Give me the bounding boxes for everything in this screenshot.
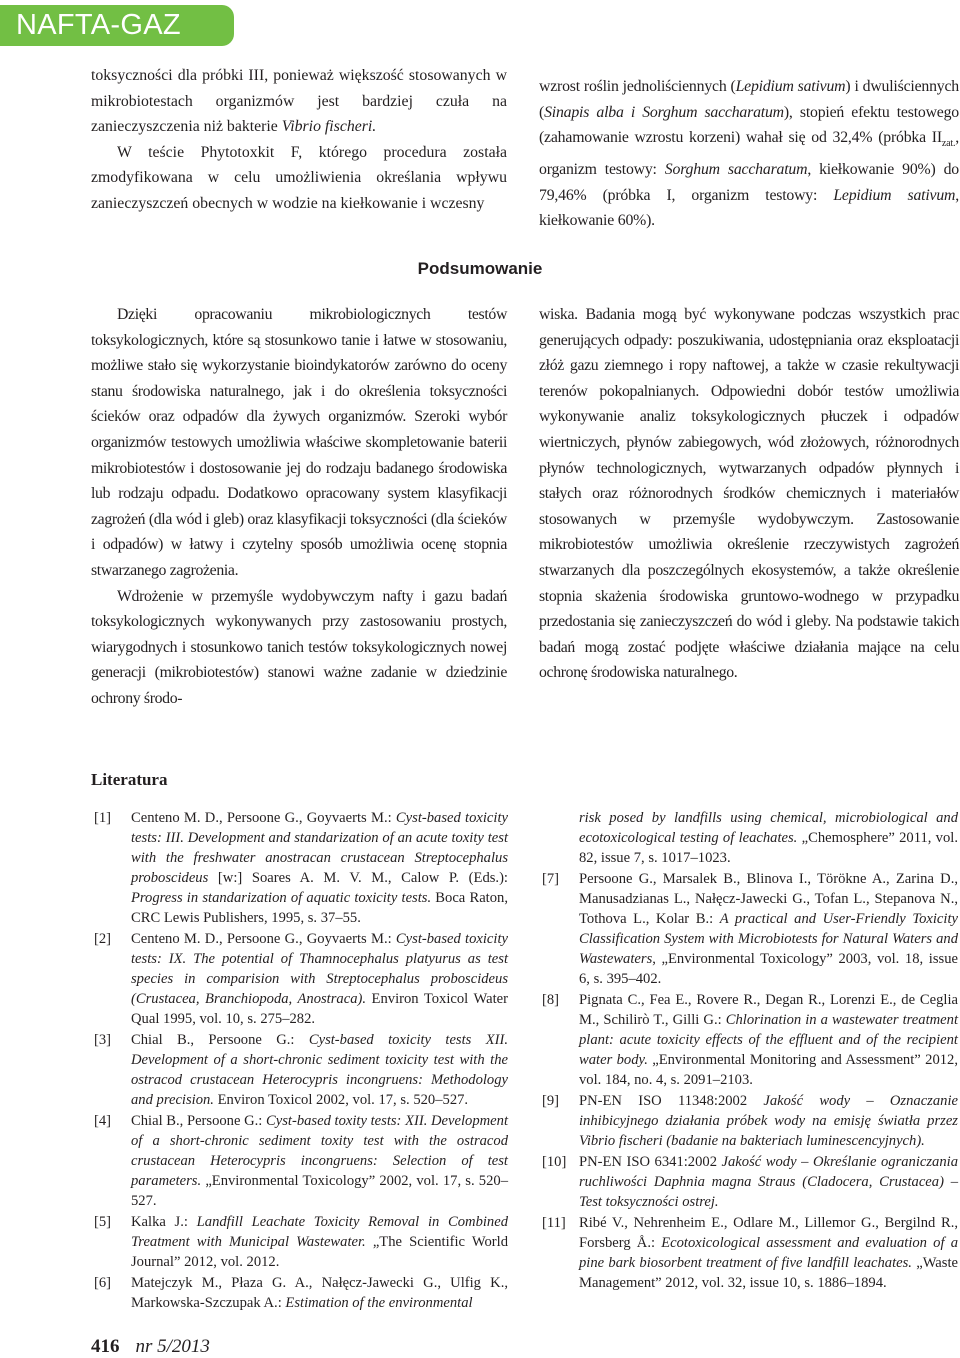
reference-item: [3] Chial B., Persoone G.: Cyst-based toxicity tests XII. Development of a short-chronic sediment toxicity test with the ostracod crustacean Heterocypris incongruens: Methodology and precision. Environ Toxicol 2002, vol. 17, s. 520–527.: [94, 1032, 508, 1108]
literature-heading: Literatura: [91, 770, 168, 789]
top-left-paragraph-1: toksyczności dla próbki III, ponieważ większość stosowanych w mikrobiotestach organizmów jest bardziej czuła na zanieczyszczenia niż bakterie Vibrio fischeri.: [91, 67, 507, 136]
reference-item: [2] Centeno M. D., Persoone G., Goyvaerts M.: Cyst-based toxicity tests: IX. The potential of Thamnocephalus platyurus as test species in comparision with Streptocephalus proboscideus (Crustacea, Branchiopoda, Anostraca). Environ Toxicol Water Qual 1995, vol. 10, s. 275–282.: [94, 931, 508, 1027]
reference-item: [7] Persoone G., Marsalek B., Blinova I., Törökne A., Zarina D., Manusadzianas L., Nałęcz-Jawecki G., Tofan L., Stepanova N., Tothova L., Kolar B.: A practical and User-Friendly Toxicity Classification System with Microbiotests for Natural Waters and Wastewaters, „Environmental Toxicology” 2003, vol. 18, issue 6, s. 395–402.: [542, 871, 958, 987]
summary-heading: Podsumowanie: [417, 259, 543, 278]
top-right-column: [539, 74, 959, 234]
reference-continuation: risk posed by landfills using chemical, microbiological and ecotoxicological testing of leachates. „Chemosphere” 2011, vol. 82, issue 7, s. 1017–1023.: [579, 810, 958, 866]
summary-paragraph-3: wiska. Badania mogą być wykonywane podczas wszystkich prac generujących odpady: poszukiwania, udostępniania oraz eksploatacji złóż gazu ziemnego i ropy naftowej, a także w czasie rekultywacji terenów pokopalnianych. Odpowiedni dobór testów umożliwia wykonywanie analiz toksykologicznych płuczek i odpadów wiertniczych, płynów zabiegowych, wód złożowych, różnorodnych płynów technologicznych, wytwarzanych odpadów płynnych i stałych oraz różnorodnych środków chemicznych i materiałów stosowanych w przemyśle wydobywczym. Zastosowanie mikrobiotestów umożliwia określenie rzeczywistych zagrożeń stwarzanych dla poszczególnych ekosystemów, a także określenie stopnia skażenia środowiska gruntowo-wodnego w przypadku przedostania się zanieczyszczeń do wód i gleby. Na podstawie takich badań mogą zostać podjęte właściwe działania mające na celu ochronę środowiska naturalnego.: [539, 306, 959, 682]
reference-item: [5] Kalka J.: Landfill Leachate Toxicity Removal in Combined Treatment with Municipal Wastewater. „The Scientific World Journal” 2012, vol. 2012.: [94, 1214, 508, 1270]
journal-header: NAFTA-GAZ: [0, 5, 234, 46]
reference-item: [8] Pignata C., Fea E., Rovere R., Degan R., Lorenzi E., de Ceglia M., Schilirò T., Gilli G.: Chlorination in a wastewater treatment plant: acute toxicity effects of the effluent and of the recipient water body. „Environmental Monitoring and Assessment” 2012, vol. 184, no. 4, s. 2091–2103.: [542, 992, 959, 1088]
issue-label: nr 5/2013: [135, 1336, 210, 1357]
reference-item: [9] PN-EN ISO 11348:2002 Jakość wody – Oznaczanie inhibicyjnego działania próbek wody na emisję światła przez Vibrio fischeri (badanie na bakteriach luminescencyjnych).: [542, 1093, 958, 1149]
reference-item: [1] Centeno M. D., Persoone G., Goyvaerts M.: Cyst-based toxicity tests: III. Development and standarization of an acute toxity test with the freshwater anostracan crustacean Streptocephalus proboscideus [w:] Soares A. M. V. M., Calow P. (Eds.): Progress in standarization of aquatic toxicity tests. Boca Raton, CRC Lewis Publishers, 1995, s. 37–55.: [94, 810, 508, 926]
top-left-column: [91, 63, 507, 217]
top-left-paragraph-2: W teście Phytotoxkit F, którego procedura została zmodyfikowana w celu umożliwienia określania wpływu zanieczyszczeń obecnych w wodzie na kiełkowanie i wczesny: [91, 143, 507, 212]
reference-item: [10] PN-EN ISO 6341:2002 Jakość wody – Określanie ograniczania ruchliwości Daphnia magna Straus (Cladocera, Crustacea) – Test toksyczności ostrej.: [542, 1154, 959, 1210]
references-right: [542, 808, 958, 1294]
summary-right-column: [539, 302, 959, 686]
references-left: [94, 808, 508, 1314]
summary-paragraph-2: Wdrożenie w przemyśle wydobywczym nafty i gazu badań toksykologicznych wykonywanych przy zastosowaniu prostych, wiarygodnych i stosunkowo tanich testów toksykologicznych nowej generacji (mikrobiotestów) stanowi ważne zadanie w dziedzinie ochrony środo-: [91, 587, 507, 707]
page-footer: [91, 1336, 210, 1358]
reference-item: [4] Chial B., Persoone G.: Cyst-based toxity tests: XII. Development of a short-chronic sediment toxity test with the ostracod crustacean Heterocypris incongruens: Selection of test parameters. „Environmental Toxicology” 2002, vol. 17, s. 520–527.: [94, 1113, 508, 1209]
reference-item: [11] Ribé V., Nehrenheim E., Odlare M., Lillemor G., Bergilnd R., Forsberg Å.: Ecotoxicological assessment and evaluation of a pine bark biosorbent treatment of five landfill leachates. „Waste Management” 2012, vol. 32, issue 10, s. 1886–1894.: [542, 1215, 958, 1291]
summary-left-column: [91, 302, 507, 712]
top-right-paragraph: wzrost roślin jednoliściennych (Lepidium sativum) i dwuliściennych (Sinapis alba i Sorghum saccharatum), stopień efektu testowego (zahamowanie wzrostu korzeni) wahał się od 32,4% (próbka $II_{zat.}$, organizm testowy: Sorghum saccharatum, kiełkowanie 90%) do 79,46% (próbka I, organizm testowy: Lepidium sativum, kiełkowanie 60%).: [539, 78, 960, 230]
summary-paragraph-1: Dzięki opracowaniu mikrobiologicznych testów toksykologicznych, które są stosunkowo tanie i łatwe w stosowaniu, możliwe stało się wykorzystanie bioindykatorów zarówno do oceny stanu środowiska naturalnego, jak i do określenia toksyczności ścieków oraz odpadów dla żywych organizmów. Szeroki wybór organizmów testowych umożliwia właściwe skompletowanie baterii mikrobiotestów i dostosowanie jej do rodzaju badanego środowiska lub rodzaju odpadu. Dodatkowo opracowany system klasyfikacji zagrożeń (dla wód i gleb) oraz klasyfikacji toksyczności (dla ścieków i odpadów) w łatwy i czytelny sposób umożliwia ocenę stopnia stwarzanego zagrożenia.: [91, 306, 507, 579]
reference-item: [6] Matejczyk M., Płaza G. A., Nałęcz-Jawecki G., Ulfig K., Markowska-Szczupak A.: Estimation of the environmental: [94, 1275, 508, 1311]
page-number: 416: [91, 1336, 120, 1357]
